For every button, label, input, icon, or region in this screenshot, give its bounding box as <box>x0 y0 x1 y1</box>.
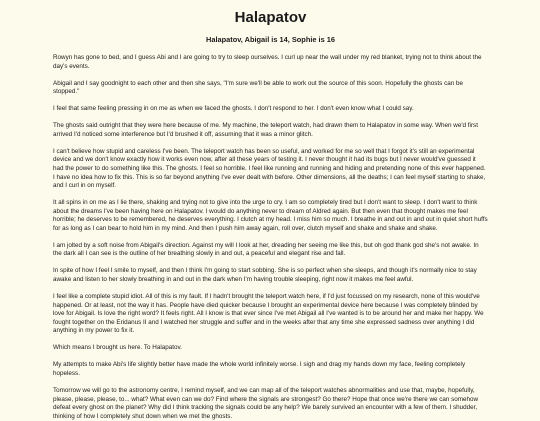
paragraph: I feel that same feeling pressing in on me as when we faced the ghosts. I don't respond to her. I don't even know what I could say. <box>53 105 414 113</box>
paragraph: Which means I brought us here. To Halapatov. <box>53 344 182 352</box>
document-body <box>53 54 488 421</box>
paragraph: My attempts to make Abi's life slightly better have made the whole world infinitely worse. I sigh and drag my hands down my face, feeling completely hopeless. <box>53 361 466 377</box>
document-title: Halapatov <box>234 9 307 26</box>
paragraph: Rowyn has gone to bed, and I guess Abi and I are going to try to sleep ourselves. I curl up near the wall under my red blanket, trying not to think about the day's events. <box>53 54 482 70</box>
paragraph: Tomorrow we will go to the astronomy centre, I remind myself, and we can map all of the teleport watches abnormalities and use that, maybe, hopefully, please, please, please, to... what? What even can we do? Find where the signals are strongest? Go there? Hope that once we're there we can somehow defeat every ghost on the planet? Why did I think tracking the signals could be any help? We barely survived an encounter with a few of them. I shudder, thinking of how I completely shut down when we met the ghosts. <box>53 386 479 420</box>
paragraph: The ghosts said outright that they were here because of me. My machine, the teleport watch, had drawn them to Halapatov in some way. When we'd first arrived I'd noticed some interference but I'd brushed it off, assuming that it was a minor glitch. <box>53 122 478 138</box>
document-subtitle: Halapatov, Abigail is 14, Sophie is 16 <box>206 35 335 44</box>
paragraph: I feel like a complete stupid idiot. All of this is my fault. If I hadn't brought the teleport watch here, if I'd just focussed on my research, none of this would've happened. Or at least, not the way it has. People have died quicker because I brought an experimental device here because I was completely blinded by love for Abigail. Is love the right word? It feels right. All I know is that ever since I've met Abigail all I've wanted is to be around her and make her happy. We fought together on the Eridanus II and I watched her struggle and suffer and in the weeks after that any time she expressed sadness over anything I did anything in my power to fix it. <box>53 293 484 335</box>
paragraph: In spite of how I feel I smile to myself, and then I think I'm going to start sobbing. She is so perfect when she sleeps, and though it's normally nice to stay awake and listen to her slowly breathing in and out in the dark when I'm having trouble sleeping, right now it makes me feel awful. <box>53 267 477 284</box>
paragraph: I can't believe how stupid and careless I've been. The teleport watch has been so useful, and worked for me so well that I forgot it's still an experimental device and we don't know exactly how it works even now, after all these years of testing it. I never thought it had its bugs but I never would've guessed it had the power to do something like this. The ghosts. I feel so horrible. I feel like running and running and hiding and pretending none of this ever happened. I have no idea how to fix this. This is so far beyond anything I've ever dealt with before. Other dimensions, all the deaths; I can feel myself starting to shake, and I curl in on myself. <box>53 147 486 190</box>
paragraph: It all spins in on me as I lie there, shaking and trying not to give into the urge to cry. I am so completely tired but I don't want to sleep. I don't want to think about the dreams I've been having here on Halapatov. I would do anything never to dream of Aldred again. But then even that thought makes me feel horrible; he deserves to be remembered, he deserves everything. I clutch at my head. I miss him so much. I breathe in and out in and out in quiet short huffs for as long as I can bear to hold him in my mind. And then I push him away again, roll over, clutch myself and shake and shake and shake. <box>53 199 488 232</box>
paragraph: I am jolted by a soft noise from Abigail's direction. Against my will I look at her, dreading her seeing me like this, but oh god thank god she's not awake. In the dark all I can see is the outline of her breathing slowly in and out, a peaceful and elegant rise and fall. <box>53 241 479 258</box>
paragraph: Abigail and I say goodnight to each other and then she says, "I'm sure we'll be able to work out the source of this soon. Hopefully the ghosts can be stopped." <box>53 79 463 96</box>
